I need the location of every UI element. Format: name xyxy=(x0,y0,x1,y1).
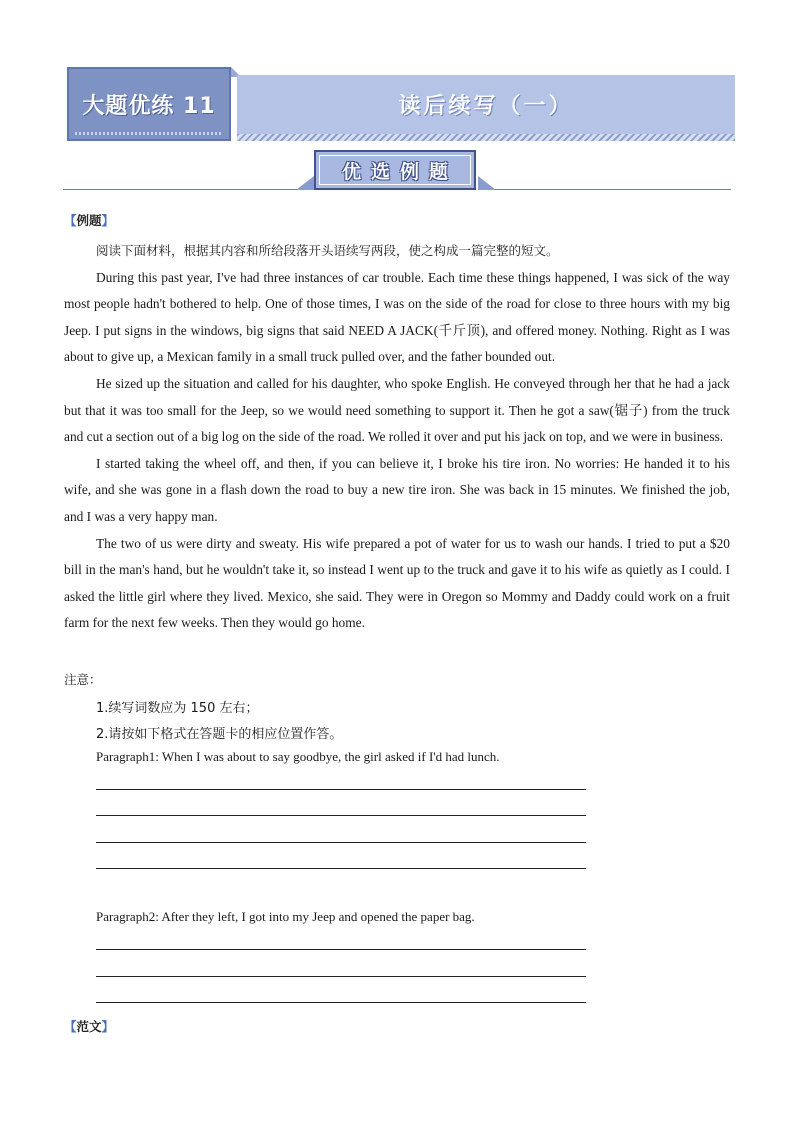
page-title: 读后续写（一） xyxy=(398,93,574,119)
example-tag xyxy=(64,211,114,229)
banner-title-panel xyxy=(237,75,735,141)
writing-line xyxy=(96,949,586,950)
paragraph2-prompt: Paragraph2: After they left, I got into my Jeep and opened the paper bag. xyxy=(96,909,475,924)
note-item-2: 2.请按如下格式在答题卡的相应位置作答。 xyxy=(96,727,343,742)
writing-line xyxy=(96,868,586,869)
instruction-text: 阅读下面材料，根据其内容和所给段落开头语续写两段，使之构成一篇完整的短文。 xyxy=(96,243,559,258)
section-wing-left-decoration xyxy=(296,176,314,190)
sample-tag-open: 【 xyxy=(64,1019,77,1034)
sample-tag-close: 】 xyxy=(101,1019,115,1034)
notes-heading: 注意： xyxy=(64,672,102,687)
header-banner xyxy=(67,67,735,143)
writing-line xyxy=(96,1002,586,1003)
paragraph1-prompt: Paragraph1: When I was about to say goodbye, the girl asked if I'd had lunch. xyxy=(96,749,500,764)
passage-paragraph-4: The two of us were dirty and sweaty. His wife prepared a pot of water for us to wash our hands. I tried to put a $20 bill in the man's hand, but he wouldn't take it, so instead I went up to the truck and gave it to his wife as quietly as I could. I asked the little girl where they lived. Mexico, she said. They were in Oregon so Mommy and Daddy could work on a fruit farm for the next few weeks. Then they would go home. xyxy=(64,535,730,631)
sample-tag-label: 范文 xyxy=(76,1019,102,1034)
exercise-badge-label: 大题优练 11 xyxy=(82,93,216,119)
writing-line xyxy=(96,842,586,843)
example-tag-label: 例题 xyxy=(76,213,102,228)
section-wing-right-decoration xyxy=(478,176,496,190)
section-heading xyxy=(314,150,476,190)
example-tag-open: 【 xyxy=(64,213,77,228)
writing-line xyxy=(96,815,586,816)
passage-body xyxy=(64,238,730,637)
sample-answer-tag xyxy=(64,1017,114,1035)
exercise-badge xyxy=(67,67,231,141)
writing-line xyxy=(96,976,586,977)
section-divider-right xyxy=(486,189,731,190)
section-divider-left xyxy=(63,189,311,190)
passage-paragraph-1: During this past year, I've had three instances of car trouble. Each time these things happened, I was sick of the way most people hadn't bothered to help. One of those times, I was on the side of the road for close to three hours with my big Jeep. I put signs in the windows, big signs that said NEED A JACK(千斤顶), and offered money. Nothing. Right as I was about to give up, a Mexican family in a small truck pulled over, and the father bounded out. xyxy=(64,269,730,365)
writing-line xyxy=(96,789,586,790)
passage-paragraph-2: He sized up the situation and called for his daughter, who spoke English. He conveyed through her that he had a jack but that it was too small for the Jeep, so we would need something to support it. Then he got a saw(锯子) from the truck and cut a section out of a big log on the side of the road. We rolled it over and put his jack on top, and we were in business. xyxy=(64,375,730,445)
passage-paragraph-3: I started taking the wheel off, and then, if you can believe it, I broke his tire iron. No worries: He handed it to his wife, and she was gone in a flash down the road to buy a new tire iron. She was back in 15 minutes. We finished the job, and I was a very happy man. xyxy=(64,455,730,524)
section-heading-label: 优选例题 xyxy=(341,160,458,183)
example-tag-close: 】 xyxy=(101,213,115,228)
note-item-1: 1.续写词数应为 150 左右； xyxy=(96,701,259,716)
